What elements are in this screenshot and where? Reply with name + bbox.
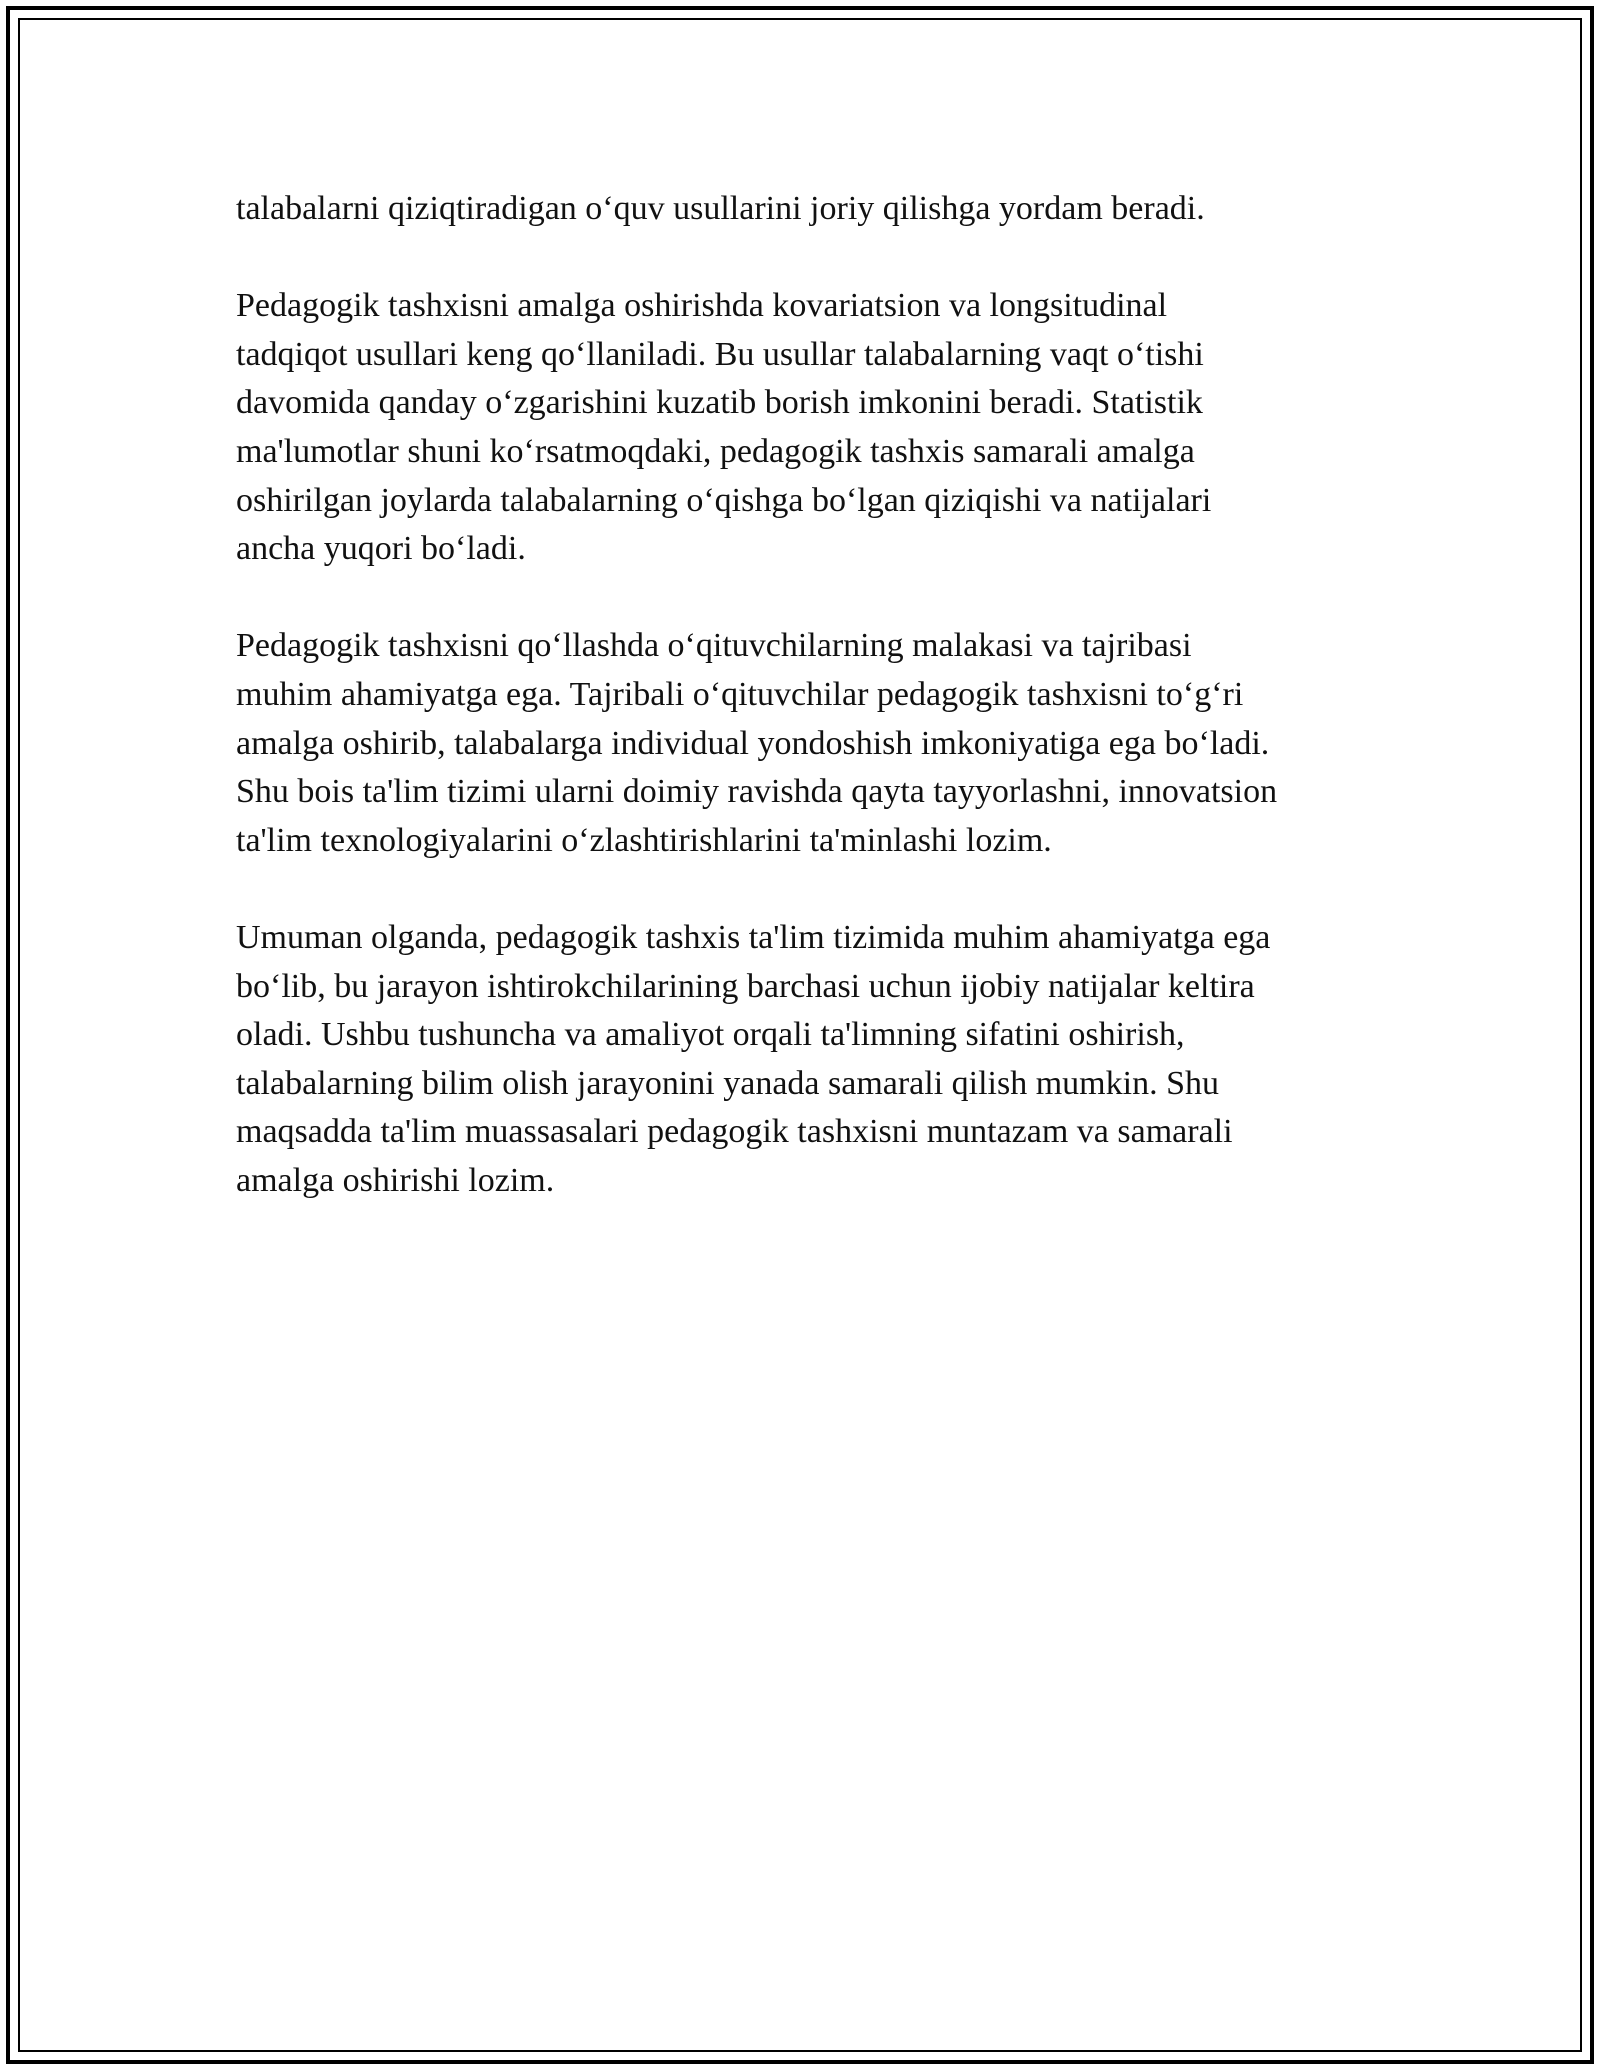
paragraph [236, 622, 1376, 865]
document-body [236, 185, 1376, 1254]
text-line: ancha yuqori bo‘ladi. [236, 530, 526, 568]
text-line: amalga oshirib, talabalarga individual yondoshish imkoniyatiga ega bo‘ladi. [236, 724, 1270, 762]
text-line: bo‘lib, bu jarayon ishtirokchilarining barchasi uchun ijobiy natijalar keltira [236, 967, 1255, 1005]
text-line: oshirilgan joylarda talabalarning o‘qishga bo‘lgan qiziqishi va natijalari [236, 481, 1212, 519]
text-line: davomida qanday o‘zgarishini kuzatib borish imkonini beradi. Statistik [236, 384, 1203, 422]
paragraph [236, 185, 1376, 234]
text-line: Pedagogik tashxisni qo‘llashda o‘qituvchilarning malakasi va tajribasi [236, 627, 1192, 665]
text-line: talabalarni qiziqtiradigan o‘quv usullarini joriy qilishga yordam beradi. [236, 190, 1205, 227]
text-line: ta'lim texnologiyalarini o‘zlashtirishlarini ta'minlashi lozim. [236, 821, 1052, 859]
text-line: Umuman olganda, pedagogik tashxis ta'lim tizimida muhim ahamiyatga ega [236, 918, 1271, 956]
text-line: oladi. Ushbu tushuncha va amaliyot orqali ta'limning sifatini oshirish, [236, 1016, 1185, 1054]
text-line: tadqiqot usullari keng qo‘llaniladi. Bu usullar talabalarning vaqt o‘tishi [236, 335, 1204, 373]
text-line: maqsadda ta'lim muassasalari pedagogik tashxisni muntazam va samarali [236, 1113, 1233, 1151]
text-line: Pedagogik tashxisni amalga oshirishda kovariatsion va longsitudinal [236, 287, 1168, 325]
text-line: amalga oshirishi lozim. [236, 1161, 555, 1199]
text-line: talabalarning bilim olish jarayonini yanada samarali qilish mumkin. Shu [236, 1064, 1219, 1102]
text-line: muhim ahamiyatga ega. Tajribali o‘qituvchilar pedagogik tashxisni to‘g‘ri [236, 675, 1244, 713]
paragraph [236, 914, 1376, 1206]
paragraph [236, 282, 1376, 574]
text-line: Shu bois ta'lim tizimi ularni doimiy ravishda qayta tayyorlashni, innovatsion [236, 773, 1278, 811]
text-line: ma'lumotlar shuni ko‘rsatmoqdaki, pedagogik tashxis samarali amalga [236, 432, 1195, 470]
